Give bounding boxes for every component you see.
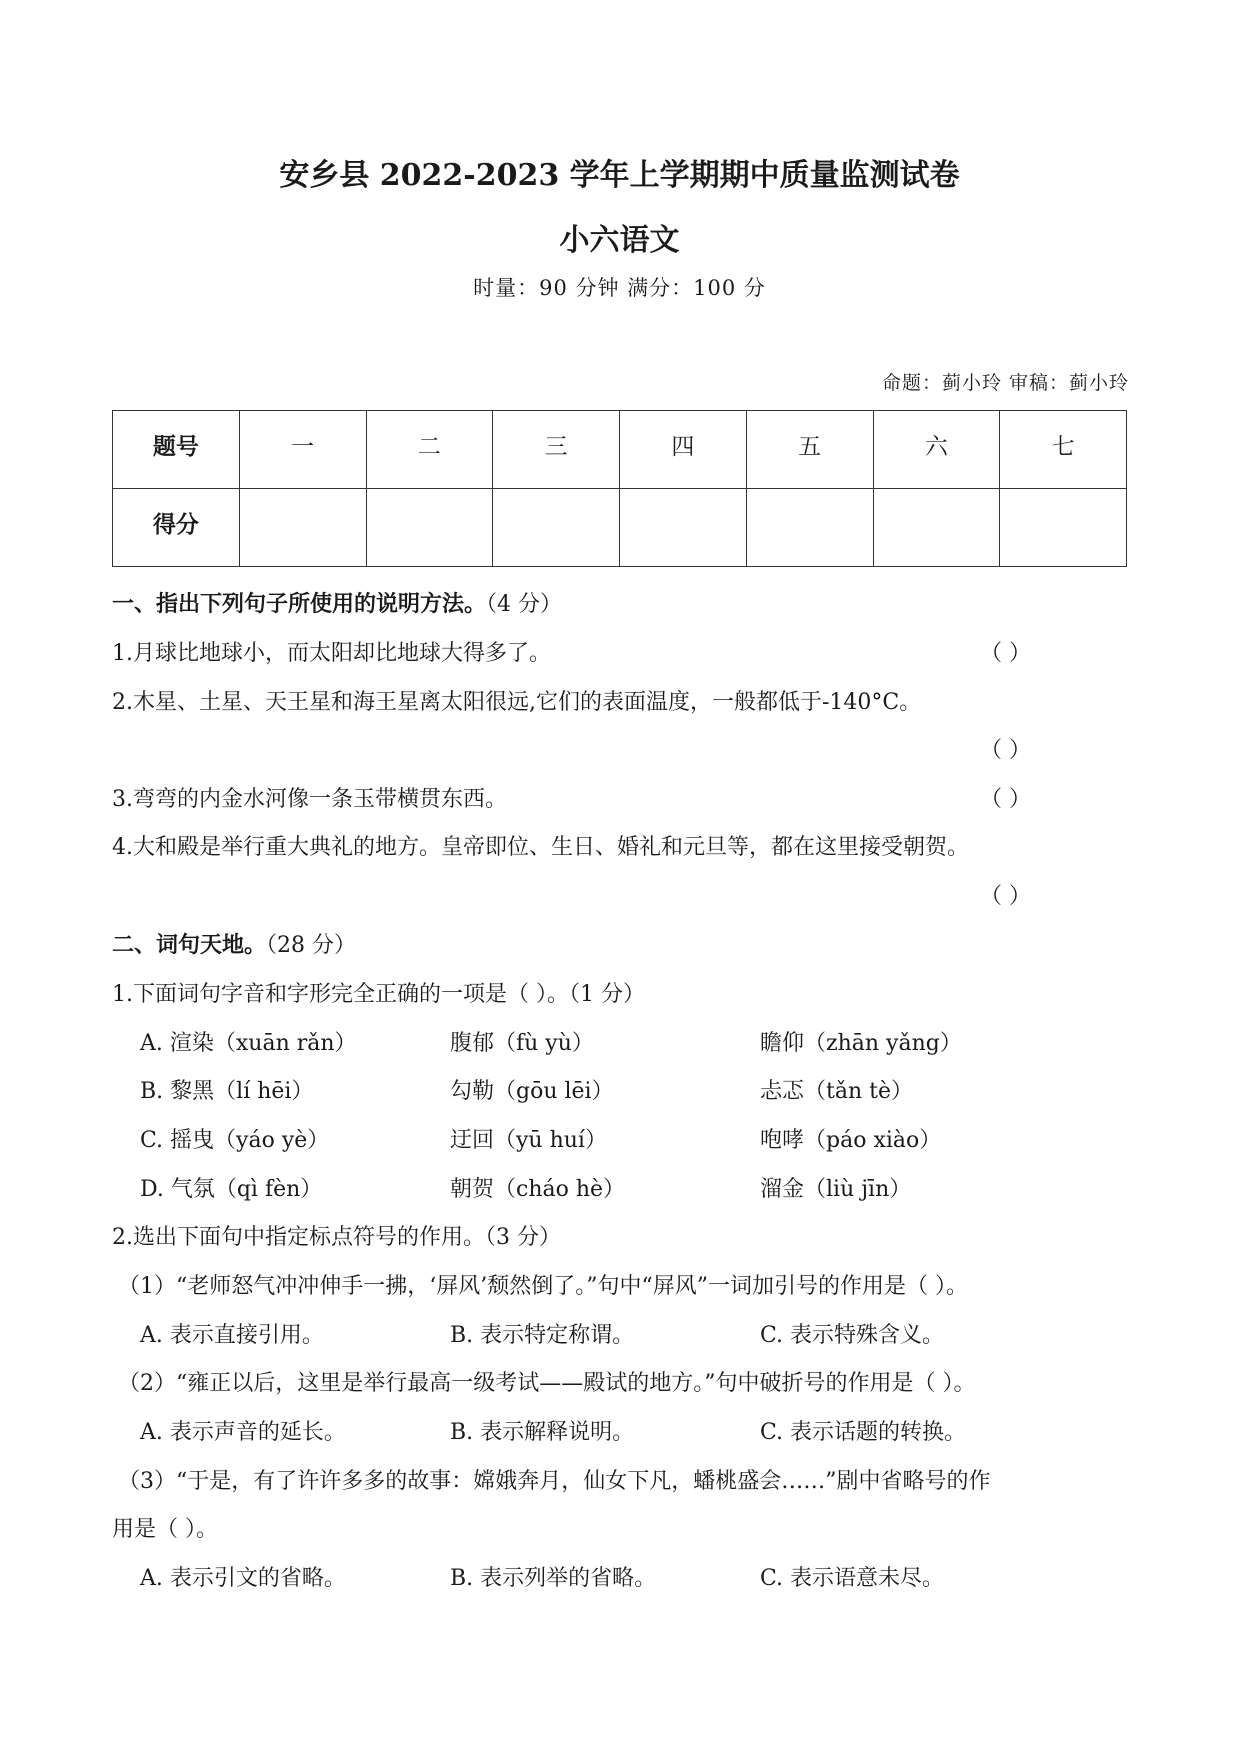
section2-heading — [112, 928, 356, 959]
q2-3-option-a: A. 表示引文的省略。 — [140, 1566, 346, 1591]
score-cell — [1000, 489, 1127, 567]
section2-q2: 2.选出下面句中指定标点符号的作用。（3 分） — [112, 1225, 561, 1250]
score-header-cell: 二 — [366, 411, 493, 489]
section2-q1: 1.下面词句字音和字形完全正确的一项是（ ）。（1 分） — [112, 982, 645, 1007]
section1-title: 一、指出下列句子所使用的说明方法。 — [112, 591, 487, 617]
answer-blank: （ ） — [980, 641, 1031, 666]
score-cell — [493, 489, 620, 567]
answer-blank: （ ） — [980, 884, 1031, 909]
section2-title: 二、词句天地。 — [112, 932, 267, 958]
option-b-1: B. 黎黑（lí hēi） — [140, 1079, 314, 1104]
score-table-header-row — [113, 411, 1127, 489]
section2-q2-3: （3）“于是，有了许许多多的故事：嫦娥奔月，仙女下凡，蟠桃盛会……”剧中省略号的作 — [118, 1469, 991, 1494]
exam-subtitle: 小六语文 — [559, 223, 680, 258]
section2-q2-1: （1）“老师怒气冲冲伸手一拂，‘屏风’颓然倒了。”句中“屏风”一词加引号的作用是（ ）。 — [118, 1274, 968, 1299]
option-d-2: 朝贺（cháo hè） — [450, 1177, 626, 1202]
option-c-3: 咆哮（páo xiào） — [760, 1128, 942, 1153]
section2-points: （28 分） — [266, 933, 357, 958]
q2-2-option-a: A. 表示声音的延长。 — [140, 1420, 346, 1445]
exam-meta: 时量：90 分钟 满分：100 分 — [473, 276, 766, 300]
section1-points: （4 分） — [486, 592, 563, 617]
q2-1-option-c: C. 表示特殊含义。 — [760, 1323, 945, 1348]
option-a-3: 瞻仰（zhān yǎng） — [760, 1031, 962, 1056]
score-header-cell: 六 — [873, 411, 1000, 489]
answer-blank: （ ） — [980, 738, 1031, 763]
q2-2-option-b: B. 表示解释说明。 — [450, 1420, 635, 1445]
option-c-1: C. 摇曳（yáo yè） — [140, 1128, 330, 1153]
score-header-cell: 三 — [493, 411, 620, 489]
score-table — [112, 410, 1127, 567]
score-row-label: 得分 — [113, 489, 240, 567]
score-header-cell: 一 — [239, 411, 366, 489]
section1-q3: 3.弯弯的内金水河像一条玉带横贯东西。 — [112, 787, 507, 812]
score-cell — [366, 489, 493, 567]
option-d-1: D. 气氛（qì fèn） — [140, 1177, 323, 1202]
score-header-cell: 五 — [746, 411, 873, 489]
option-b-3: 忐忑（tǎn tè） — [760, 1079, 913, 1104]
section1-q1: 1.月球比地球小，而太阳却比地球大得多了。 — [112, 641, 551, 666]
score-cell — [746, 489, 873, 567]
option-c-2: 迂回（yū huí） — [450, 1128, 607, 1153]
section2-q2-2: （2）“雍正以后，这里是举行最高一级考试——殿试的地方。”句中破折号的作用是（ ）。 — [118, 1371, 976, 1396]
section1-q2: 2.木星、土星、天王星和海王星离太阳很远,它们的表面温度，一般都低于-140°C。 — [112, 690, 922, 715]
score-header-cell: 题号 — [113, 411, 240, 489]
option-a-2: 腹郁（fù yù） — [450, 1031, 594, 1056]
score-header-cell: 七 — [1000, 411, 1127, 489]
q2-3-option-c: C. 表示语意未尽。 — [760, 1566, 945, 1591]
q2-2-option-c: C. 表示话题的转换。 — [760, 1420, 967, 1445]
q2-3-option-b: B. 表示列举的省略。 — [450, 1566, 657, 1591]
q2-1-option-a: A. 表示直接引用。 — [140, 1323, 324, 1348]
authors-line: 命题：蓟小玲 审稿：蓟小玲 — [881, 372, 1129, 394]
score-header-cell: 四 — [620, 411, 747, 489]
option-b-2: 勾勒（gōu lēi） — [450, 1079, 614, 1104]
score-cell — [239, 489, 366, 567]
option-a-1: A. 渲染（xuān rǎn） — [140, 1031, 357, 1056]
score-table-score-row — [113, 489, 1127, 567]
score-cell — [620, 489, 747, 567]
section2-q2-3-cont: 用是（ ）。 — [112, 1517, 218, 1542]
q2-1-option-b: B. 表示特定称谓。 — [450, 1323, 635, 1348]
option-d-3: 溜金（liù jīn） — [760, 1177, 912, 1202]
section1-q4: 4.大和殿是举行重大典礼的地方。皇帝即位、生日、婚礼和元旦等，都在这里接受朝贺。 — [112, 835, 969, 860]
exam-title: 安乡县 2022-2023 学年上学期期中质量监测试卷 — [279, 158, 960, 193]
answer-blank: （ ） — [980, 787, 1031, 812]
section1-heading — [112, 587, 562, 618]
score-cell — [873, 489, 1000, 567]
